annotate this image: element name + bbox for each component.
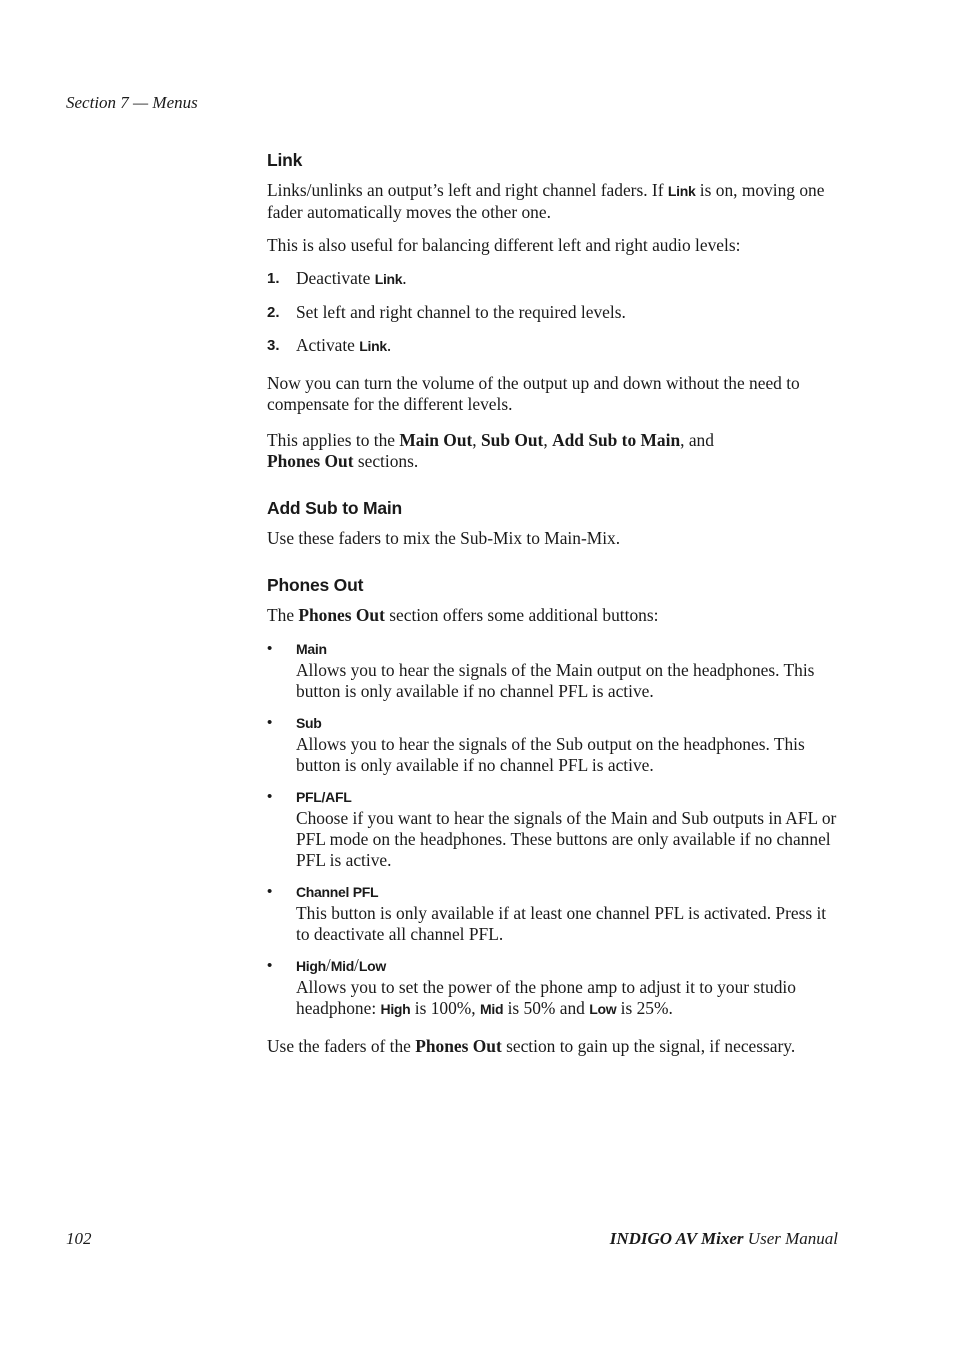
step-number: 3. <box>267 337 280 354</box>
phones-intro <box>267 605 842 626</box>
term-sub-out: Sub Out <box>481 430 544 450</box>
button-label-mid: Mid <box>330 958 354 974</box>
bullet: • <box>267 640 273 657</box>
term-add-sub-to-main: Add Sub to Main <box>552 430 681 450</box>
step-item <box>267 335 842 357</box>
bullet: • <box>267 957 273 974</box>
step-text: Deactivate <box>296 268 375 288</box>
bullet: • <box>267 883 273 900</box>
list-item <box>267 638 842 702</box>
button-label: Main <box>296 641 327 657</box>
step-text: Activate <box>296 335 360 355</box>
add-sub-paragraph: Use these faders to mix the Sub-Mix to Main-Mix. <box>267 528 621 548</box>
link-steps <box>267 268 842 357</box>
button-label: Sub <box>296 715 322 731</box>
section-add-sub-to-main <box>267 496 842 549</box>
ui-term-link: Link <box>359 338 387 354</box>
step-item <box>267 268 842 290</box>
list-item <box>267 881 842 945</box>
link-paragraph-4 <box>267 430 842 472</box>
text: , <box>472 430 481 450</box>
ui-term-mid: Mid <box>480 1001 504 1017</box>
page-number: 102 <box>66 1229 92 1248</box>
term-phones-out: Phones Out <box>298 605 385 625</box>
page-content <box>267 148 842 1081</box>
button-label-low: Low <box>358 958 386 974</box>
link-paragraph-2: This is also useful for balancing different left and right audio levels: <box>267 235 741 255</box>
text: , <box>543 430 553 450</box>
text: is 50% and <box>503 998 590 1018</box>
ui-term-low: Low <box>589 1001 617 1017</box>
step-number: 1. <box>267 270 280 287</box>
text: section to gain up the signal, if necessary. <box>501 1036 796 1056</box>
step-item <box>267 302 842 323</box>
step-end: . <box>386 335 392 355</box>
item-description: Choose if you want to hear the signals of the Main and Sub outputs in AFL or PFL mode on the headphones. These buttons are only available if no channel PFL is active. <box>296 808 837 870</box>
running-footer <box>610 1229 838 1249</box>
text: section offers some additional buttons: <box>384 605 659 625</box>
text: is 100%, <box>410 998 480 1018</box>
text: is 25%. <box>616 998 673 1018</box>
text: Links/unlinks an output’s left and right channel faders. If <box>267 180 668 200</box>
text: The <box>267 605 299 625</box>
product-name: INDIGO AV Mixer <box>609 1229 744 1248</box>
list-item <box>267 955 842 1020</box>
step-text: Set left and right channel to the required levels. <box>296 302 626 322</box>
text: sections. <box>353 451 419 471</box>
heading-link: Link <box>267 150 303 170</box>
term-main-out: Main Out <box>399 430 473 450</box>
separator: / <box>353 955 359 975</box>
bullet: • <box>267 714 273 731</box>
ui-term-high: High <box>380 1001 411 1017</box>
section-phones-out <box>267 573 842 1057</box>
text: is on, moving one fader automatically moves the other one. <box>267 180 825 222</box>
button-label-high: High <box>296 958 326 974</box>
running-header: Section 7 — Menus <box>66 93 198 112</box>
item-description: Allows you to set the power of the phone amp to adjust it to your studio headphone: <box>296 977 796 1018</box>
step-number: 2. <box>267 304 280 321</box>
button-label: PFL/AFL <box>296 789 352 805</box>
item-description: This button is only available if at least one channel PFL is activated. Press it to deactivate all channel PFL. <box>296 903 827 944</box>
ui-term-link: Link <box>374 271 403 287</box>
heading-add-sub-to-main: Add Sub to Main <box>267 498 403 518</box>
list-item <box>267 786 842 871</box>
item-description: Allows you to hear the signals of the Sub output on the headphones. This button is only available if no channel PFL is active. <box>296 734 805 775</box>
link-paragraph-1 <box>267 180 842 223</box>
phones-button-list <box>267 638 842 1020</box>
text: Use the faders of the <box>267 1036 416 1056</box>
text: This applies to the <box>267 430 400 450</box>
section-link <box>267 148 842 472</box>
list-item <box>267 712 842 776</box>
phones-outro <box>267 1036 842 1057</box>
separator: / <box>325 955 331 975</box>
link-paragraph-3: Now you can turn the volume of the output up and down without the need to compensate for the different levels. <box>267 373 800 414</box>
button-label: Channel PFL <box>296 884 379 900</box>
term-phones-out: Phones Out <box>267 451 354 471</box>
ui-term-link: Link <box>667 183 696 199</box>
item-description: Allows you to hear the signals of the Main output on the headphones. This button is only available if no channel PFL is active. <box>296 660 815 701</box>
bullet: • <box>267 788 273 805</box>
manual-label: User Manual <box>743 1229 838 1248</box>
term-phones-out: Phones Out <box>415 1036 502 1056</box>
heading-phones-out: Phones Out <box>267 575 364 595</box>
text: , and <box>680 430 714 450</box>
step-end: . <box>402 268 407 288</box>
